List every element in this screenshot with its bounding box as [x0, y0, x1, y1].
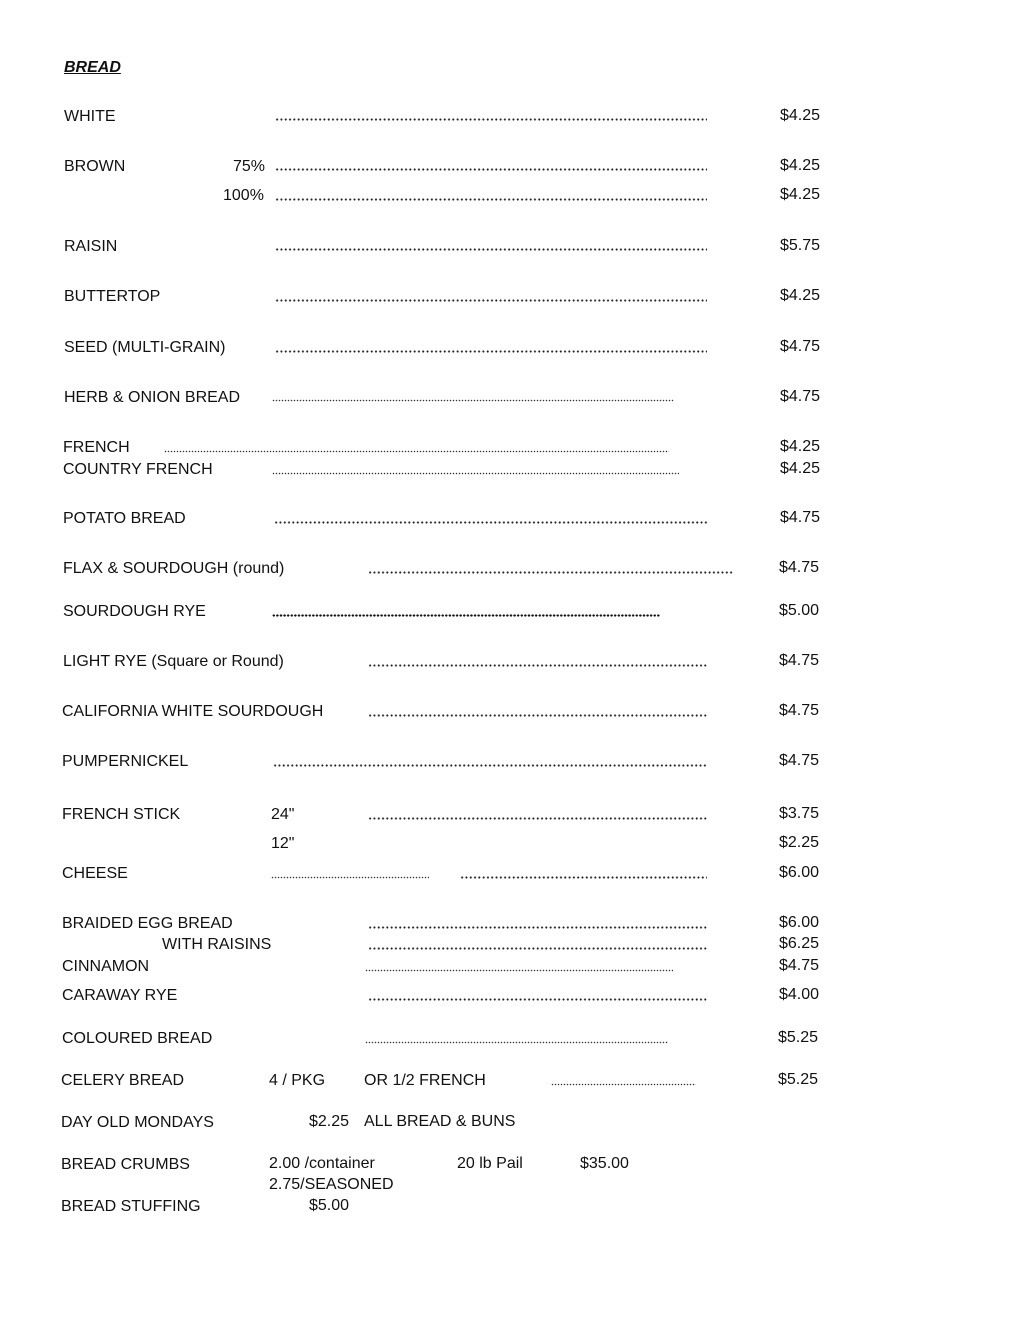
- leader-dots: [368, 998, 707, 1001]
- bread-crumbs-price: 2.00 /container: [269, 1155, 375, 1172]
- item-name-california-sourdough: CALIFORNIA WHITE SOURDOUGH: [62, 703, 324, 720]
- item-alt-celery-bread: OR 1/2 FRENCH: [364, 1072, 486, 1089]
- item-price-sourdough-rye: $5.00: [779, 602, 820, 619]
- item-price-buttertop: $4.25: [780, 287, 821, 304]
- item-price-french-stick-12: $2.25: [779, 834, 820, 851]
- item-name-pumpernickel: PUMPERNICKEL: [62, 753, 189, 770]
- leader-dots: [368, 571, 734, 574]
- bread-crumbs-pail: 20 lb Pail: [457, 1155, 523, 1172]
- leader-dots: [271, 876, 429, 879]
- leader-dots: [551, 1083, 696, 1086]
- item-option-brown-75: 75%: [233, 158, 266, 175]
- leader-dots: [272, 399, 674, 402]
- item-price-potato: $4.75: [780, 509, 821, 526]
- item-price-seed: $4.75: [780, 338, 821, 355]
- item-name-caraway-rye: CARAWAY RYE: [62, 987, 178, 1004]
- item-name-herb-onion: HERB & ONION BREAD: [64, 389, 241, 406]
- item-name-buttertop: BUTTERTOP: [64, 288, 161, 305]
- item-option-french-stick-12: 12": [271, 835, 295, 852]
- page-heading: BREAD: [64, 59, 121, 76]
- bread-crumbs-label: BREAD CRUMBS: [61, 1156, 190, 1173]
- item-price-california-sourdough: $4.75: [779, 702, 820, 719]
- leader-dots: [365, 969, 673, 972]
- item-name-flax-sourdough: FLAX & SOURDOUGH (round): [63, 560, 285, 577]
- leader-dots: [275, 198, 707, 201]
- leader-dots: [365, 1041, 668, 1044]
- day-old-price: $2.25: [309, 1113, 350, 1130]
- item-name-seed: SEED (MULTI-GRAIN): [64, 339, 226, 356]
- item-name-celery-bread: CELERY BREAD: [61, 1072, 185, 1089]
- item-option-brown-100: 100%: [223, 187, 264, 204]
- item-name-potato: POTATO BREAD: [63, 510, 186, 527]
- leader-dots: [275, 118, 707, 121]
- day-old-note: ALL BREAD & BUNS: [364, 1113, 516, 1130]
- bread-stuffing-price: $5.00: [309, 1197, 350, 1214]
- item-price-flax-sourdough: $4.75: [779, 559, 820, 576]
- leader-dots: [460, 876, 707, 879]
- leader-dots: [275, 248, 707, 251]
- item-name-cinnamon: CINNAMON: [62, 958, 150, 975]
- leader-dots: [272, 472, 679, 475]
- item-name-light-rye: LIGHT RYE (Square or Round): [63, 653, 284, 670]
- item-name-french-stick: FRENCH STICK: [62, 806, 181, 823]
- leader-dots: [275, 299, 707, 302]
- leader-dots: [273, 764, 707, 767]
- item-price-light-rye: $4.75: [779, 652, 820, 669]
- leader-dots: [368, 947, 707, 950]
- item-price-pumpernickel: $4.75: [779, 752, 820, 769]
- bread-crumbs-seasoned-price: 2.75/SEASONED: [269, 1176, 394, 1193]
- item-price-brown-100: $4.25: [780, 186, 821, 203]
- item-name-raisin: RAISIN: [64, 238, 118, 255]
- item-price-brown-75: $4.25: [780, 157, 821, 174]
- leader-dots: [164, 450, 669, 453]
- bread-stuffing-label: BREAD STUFFING: [61, 1198, 201, 1215]
- item-name-white: WHITE: [64, 108, 116, 125]
- item-price-white: $4.25: [780, 107, 821, 124]
- item-price-herb-onion: $4.75: [780, 388, 821, 405]
- leader-dots: [368, 714, 707, 717]
- item-name-sourdough-rye: SOURDOUGH RYE: [63, 603, 206, 620]
- leader-dots: [368, 926, 707, 929]
- item-option-french-stick-24: 24": [271, 806, 295, 823]
- bread-crumbs-pail-price: $35.00: [580, 1155, 629, 1172]
- item-price-braided-egg-bread: $6.00: [779, 914, 820, 931]
- item-name-cheese: CHEESE: [62, 865, 128, 882]
- item-qty-celery-bread: 4 / PKG: [269, 1072, 326, 1089]
- item-price-cinnamon: $4.75: [779, 957, 820, 974]
- leader-dots: [275, 168, 707, 171]
- leader-dots: [274, 521, 707, 524]
- item-price-coloured-bread: $5.25: [778, 1029, 819, 1046]
- leader-dots: [272, 614, 660, 617]
- item-price-french-stick-24: $3.75: [779, 805, 820, 822]
- item-price-raisin: $5.75: [780, 237, 821, 254]
- item-name-french: FRENCH: [63, 439, 130, 456]
- day-old-label: DAY OLD MONDAYS: [61, 1114, 214, 1131]
- item-price-country-french: $4.25: [780, 460, 821, 477]
- leader-dots: [368, 817, 707, 820]
- item-name-country-french: COUNTRY FRENCH: [63, 461, 213, 478]
- item-price-celery-bread: $5.25: [778, 1071, 819, 1088]
- leader-dots: [275, 350, 707, 353]
- item-price-braided-with-raisins: $6.25: [779, 935, 820, 952]
- item-price-french: $4.25: [780, 438, 821, 455]
- item-price-caraway-rye: $4.00: [779, 986, 820, 1003]
- item-price-cheese: $6.00: [779, 864, 820, 881]
- item-name-braided-with-raisins: WITH RAISINS: [162, 936, 272, 953]
- item-name-brown: BROWN: [64, 158, 126, 175]
- item-name-braided-egg-bread: BRAIDED EGG BREAD: [62, 915, 233, 932]
- leader-dots: [368, 664, 707, 667]
- item-name-coloured-bread: COLOURED BREAD: [62, 1030, 213, 1047]
